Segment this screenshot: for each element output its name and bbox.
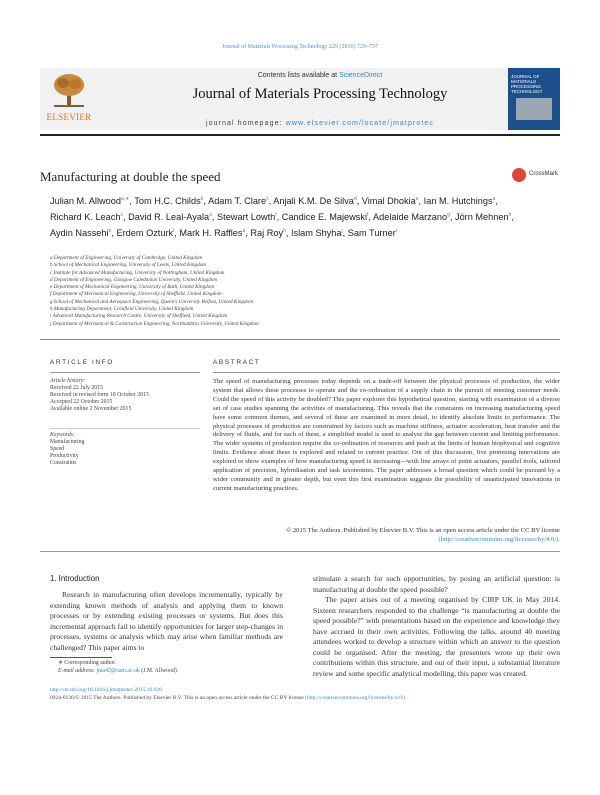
email-link[interactable]: jma42@cam.ac.uk [96,668,140,674]
homepage-url[interactable]: www.elsevier.com/locate/jmatprotec [285,120,434,127]
crossmark-icon [512,168,526,182]
author-affiliation-marker[interactable]: f [367,212,369,219]
history-accepted: Accepted 22 October 2015 [50,399,113,405]
affiliation-rule [40,339,560,340]
author-name[interactable]: David R. Leal-Ayala [128,212,210,223]
contents-prefix: Contents lists available at [257,72,340,79]
journal-cover [508,68,560,130]
author-affiliation-marker[interactable]: c [120,212,123,219]
cover-title: JOURNAL OF MATERIALS PROCESSING TECHNOLOGY [511,74,543,94]
author-affiliation-marker[interactable]: b [200,196,204,202]
author-list: Julian M. Allwood$^{a,∗}$, Tom H.C. Childs$^b$, Adam T. Clare$^c$, Anjali K.M. De Silva$^d$, Vimal Dhokia$^e$, Ian M. Hutchings$^a$, Richard K. Leach$^c$, David R. Leal-Ayala$^a$, Stewart Lowth$^f$, Candice E. Majewski$^f$, Adelaide Marzano$^g$, Jörn Mehnen$^h$, Aydin Nassehi$^e$, Erdem Ozturk$^i$, Mark H. Raffles$^a$, Raj Roy$^h$, Islam Shyha$^j$, Sam Turner$^i$ [50,196,514,239]
author-name[interactable]: Anjali K.M. De Silva [273,196,354,207]
author-affiliation-marker[interactable]: a [492,196,496,202]
author-name[interactable]: Stewart Lowth [217,212,276,223]
author-name[interactable]: Julian M. Allwood [50,196,121,207]
author-name[interactable]: Jörn Mehnen [454,212,509,223]
keywords-label: Keywords: [50,432,75,438]
history-revised: Received in revised form 18 October 2015 [50,392,149,398]
affiliation: e Department of Mechanical Engineering, University of Bath, United Kingdom [50,284,215,291]
author-name[interactable]: Islam Shyha [290,228,342,239]
author-affiliation-marker[interactable]: f [275,212,277,219]
footer-license [50,695,560,701]
corresponding-author-note: ∗ Corresponding author. [58,660,117,666]
article-title: Manufacturing at double the speed [40,169,221,184]
author-name[interactable]: Aydin Nassehi [50,228,109,239]
author-name[interactable]: Raj Roy [250,228,284,239]
keyword: Constraints [50,460,77,466]
keyword: Speed [50,446,65,452]
author-name[interactable]: Richard K. Leach [50,212,121,223]
history-received: Received 22 July 2015 [50,385,103,391]
affiliation: h Manufacturing Department, Cranfield University, United Kingdom [50,306,194,313]
author-affiliation-marker[interactable]: h [283,228,286,235]
article-info-heading: ARTICLE INFO [50,359,114,366]
history-label: Article history: [50,378,86,384]
author-affiliation-marker[interactable]: i [173,228,175,235]
homepage-label: journal homepage: [205,120,286,127]
crossmark-badge[interactable] [512,166,560,186]
article-info-rule [50,372,200,373]
affiliation: g School of Mechanical and Aerospace Engineering, Queen's University Belfast, United Kingdom [50,298,253,305]
history-online: Available online 2 November 2015 [50,406,132,412]
author-name[interactable]: Adam T. Clare [208,196,267,207]
affiliation: b School of Mechanical Engineering, University of Leeds, United Kingdom [50,262,207,269]
sciencedirect-link[interactable]: ScienceDirect [339,72,383,79]
copyright-text: © 2015 The Authors. Published by Elsevier B.V. This is an open access article under the CC BY license [286,527,560,534]
abstract-heading: ABSTRACT [213,359,261,366]
author-affiliation-marker[interactable]: a [209,212,212,219]
author-affiliation-marker[interactable]: g [447,212,450,219]
footer-license-link[interactable]: (http://creativecommons.org/licenses/by/4.0/). [305,695,407,701]
author-name[interactable]: Vimal Dhokia [361,196,416,207]
intro-left-column: Research in manufacturing often develops incrementally, typically by extending known methods of analysis and applying them to known processes or by extending existing processes or systems. But does this incremental approach fail to identify opportunities for larger step-changes in processes, systems or analysis which may arise when familiar methods are challenged? This paper aims to [50,590,283,652]
footnote-rule [50,657,112,658]
affiliation: j Department of Mechanical & Construction Engineering, Northumbria University, United Kingdom [50,320,259,327]
author-affiliation-marker[interactable]: d [353,196,357,202]
author-name[interactable]: Erdem Ozturk [116,228,174,239]
affiliation: c Institute for Advanced Manufacturing, University of Nottingham, United Kingdom [50,269,225,276]
email-label: E-mail address: [58,668,97,674]
affiliation: f Department of Mechanical Engineering, University of Sheffield, United Kingdom [50,291,222,298]
author-affiliation-marker[interactable]: a,∗ [120,196,130,202]
journal-citation[interactable]: Journal of Materials Processing Technology 229 (2016) 729–757 [222,44,378,50]
affiliation-list [50,255,510,328]
keywords-rule [50,428,200,429]
journal-homepage [150,120,490,127]
email-suffix: (J.M. Allwood). [139,668,179,674]
article-history [50,378,200,413]
journal-header [40,68,560,130]
author-name[interactable]: Mark H. Raffles [179,228,243,239]
author-name[interactable]: Candice E. Majewski [281,212,368,223]
email-note [58,668,178,674]
author-affiliation-marker[interactable]: i [395,228,397,235]
paragraph: The paper arises out of a meeting organised by CIRP UK in May 2014. Sixteen researchers responded to the challenge “is manufacturing at double the speed possible?” with presentations based on the experience and knowledge they have accrued in their own activities. Following the talks, around 40 meeting attendees worked to develop a structure within which an answer to the question could be organised. After the meeting, the presenters wrote up their own contributions within this structure, and out of their input, a substantial literature review and some specific analytical modelling, this paper was created. [313,595,560,678]
author-affiliation-marker[interactable]: a [242,228,246,235]
author-name[interactable]: Sam Turner [347,228,396,239]
author-name[interactable]: Tom H.C. Childs [134,196,201,207]
author-name[interactable]: Ian M. Hutchings [423,196,493,207]
author-affiliation-marker[interactable]: h [508,212,512,219]
footer-license-text: 0924-0136/© 2015 The Authors. Published by Elsevier B.V. This is an open access article under the CC BY license [50,695,306,701]
keyword: Productivity [50,453,79,459]
affiliation: a Department of Engineering, University of Cambridge, United Kingdom [50,255,203,261]
contents-line [190,72,450,79]
abstract-bottom-rule [40,551,560,552]
paragraph: stimulate a search for such opportunities, by posing an artificial question: is manufacturing at double the speed possible? [313,574,560,594]
abstract-rule [213,372,560,373]
author-affiliation-marker[interactable]: c [266,196,269,202]
publisher-name: ELSEVIER [46,112,92,122]
journal-title: Journal of Materials Processing Technology [192,86,448,102]
elsevier-logo [40,68,98,130]
abstract-text: The speed of manufacturing processes today depends on a trade-off between the physical processes of production, the wider system that allows these processes to operate and the co-ordination of a supply chain in the pursuit of meeting customer needs. Could the speed of this activity be doubled? This paper explores this hypothetical question, starting with examination of a diverse set of case studies spanning the activities of manufacturing. This reveals that the constraints on increasing manufacturing speed have some common themes, and several of these are examined in more detail, to identify absolute limits to performance. The physical processes of production are constrained by factors such as machine stiffness, actuator acceleration, heat transfer and the delivery of fluids, and for each of these, a simplified model is used to analyse the gap between current and limiting performance. The wider systems of production require the co-ordination of resources and push at the limits of human biophysical and cognitive limits. Evidence about these is explored and related to current practice. Out of this discussion, five promising innovations are explored to show examples of how manufacturing speed is increasing—with line arrays of point actuators, parallel tools, tailored application of precision, hybridisation and task taxonomies. The paper addresses a broad question which could be pursued by a wider community and in greater depth, but even this first examination suggests the possibility of unanticipated innovations in current manufacturing practices. [213,378,560,492]
keyword: Manufacturing [50,439,85,445]
cover-image [516,98,552,120]
section-heading: 1. Introduction [50,574,100,583]
author-affiliation-marker[interactable]: e [108,228,112,235]
author-affiliation-marker[interactable]: j [341,228,343,235]
abstract-copyright [213,527,560,545]
crossmark-label: CrossMark [529,171,559,177]
affiliation: i Advanced Manufacturing Research Centre, University of Sheffield, United Kingdom [50,313,228,320]
keywords [50,432,200,467]
intro-right-column [313,574,560,679]
header-rule [40,134,560,136]
author-affiliation-marker[interactable]: e [415,196,419,202]
doi-link[interactable]: http://dx.doi.org/10.1016/j.jmatprotec.2015.10.028 [50,687,162,693]
elsevier-tree-icon [52,72,86,108]
affiliation: d Department of Engineering, Glasgow Caledonian University, United Kingdom [50,276,218,283]
author-name[interactable]: Adelaide Marzano [373,212,448,223]
license-link[interactable]: (http://creativecommons.org/licenses/by/4.0/). [438,535,560,543]
